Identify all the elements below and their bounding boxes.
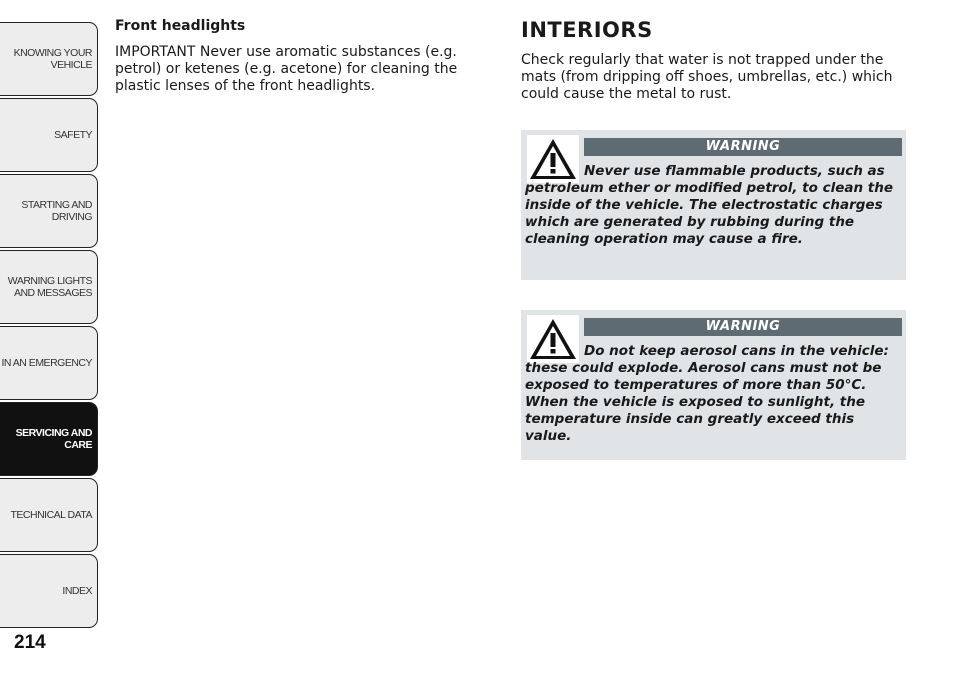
interiors-paragraph: Check regularly that water is not trapped under the mats (from dripping off shoes, umbrellas, etc.) which could cause the metal to rust. [521, 52, 893, 102]
tab-starting-and-driving[interactable] [0, 174, 98, 248]
tab-knowing-your-vehicle[interactable] [0, 22, 98, 96]
tab-label: SERVICING AND CARE [15, 427, 92, 451]
warning-box [521, 310, 906, 460]
warning-text: Do not keep aerosol cans in the vehicle: these could explode. Aerosol cans must not be exposed to temperatures of more than 50°C. When the vehicle is exposed to sunlight, the temperature inside can greatly exceed this value. [525, 343, 889, 444]
tab-label: WARNING LIGHTS AND MESSAGES [7, 275, 92, 299]
section-subheading: Front headlights [115, 18, 246, 34]
warning-text: Never use flammable products, such as petroleum ether or modified petrol, to clean the inside of the vehicle. The electrostatic charges which are generated by rubbing during the cleaning operation may cause a fire. [525, 163, 894, 247]
page-number: 214 [14, 632, 46, 653]
tab-safety[interactable] [0, 98, 98, 172]
tab-label: TECHNICAL DATA [10, 509, 92, 521]
tab-servicing-and-care[interactable] [0, 402, 98, 476]
tab-label: SAFETY [54, 129, 92, 141]
warning-label: WARNING [584, 138, 902, 156]
headlights-paragraph: IMPORTANT Never use aromatic substances (e.g. petrol) or ketenes (e.g. acetone) for cleaning the plastic lenses of the front headlights. [115, 44, 458, 94]
tab-warning-lights-and-messages[interactable] [0, 250, 98, 324]
tab-label: STARTING AND DRIVING [21, 199, 92, 223]
tab-label: INDEX [62, 585, 92, 597]
warning-label: WARNING [584, 318, 902, 336]
section-title: INTERIORS [521, 18, 653, 42]
tab-in-an-emergency[interactable] [0, 326, 98, 400]
tab-technical-data[interactable] [0, 478, 98, 552]
left-column [115, 18, 483, 95]
tab-label: KNOWING YOUR VEHICLE [13, 47, 92, 71]
warning-box [521, 130, 906, 280]
right-column [521, 18, 905, 103]
tab-index[interactable] [0, 554, 98, 628]
tab-label: IN AN EMERGENCY [1, 357, 92, 369]
